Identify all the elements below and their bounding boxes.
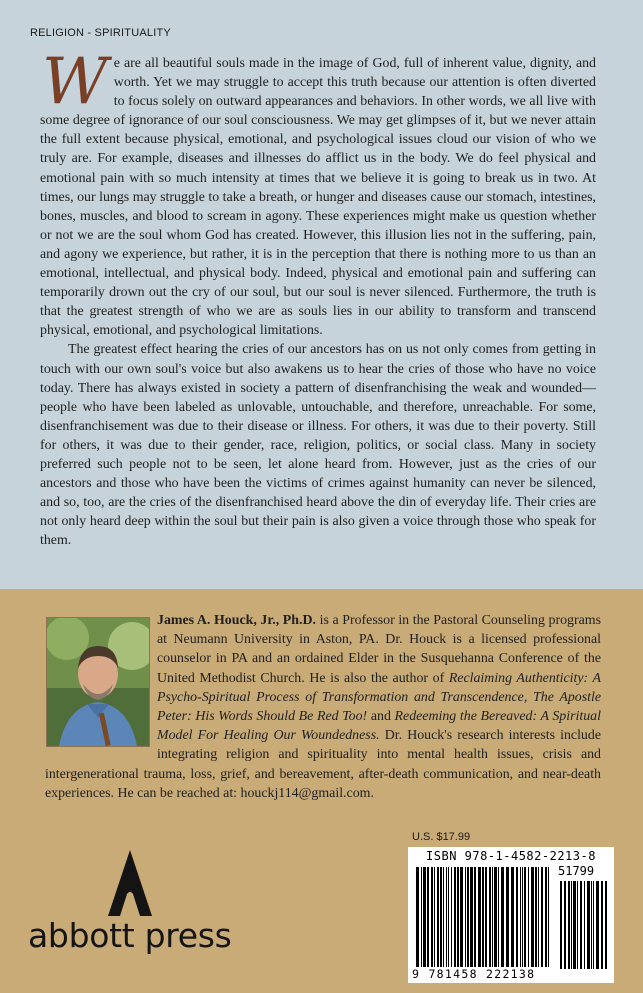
barcode-bar [440, 867, 442, 967]
barcode-bar [443, 867, 444, 967]
barcode-bar [478, 867, 481, 967]
barcode-bar [548, 867, 549, 967]
author-name: James A. Houck, Jr., Ph.D. [157, 613, 316, 628]
barcode-bar [577, 881, 578, 969]
barcode-bar [591, 881, 592, 969]
synopsis-paragraph-1: We are all beautiful souls made in the image of God, full of inherent value, dignity, and worth. Yet we may struggle to accept this truth because our attention is often diverted to focus solely on outward appearances and behaviors. In other words, we all live with some degree of ignorance of our soul consciousness. We may get glimpses of it, but we never attain the full extent because physical, emotional, and psychological issues cloud our vision of who we truly are. For example, diseases and illnesses do afflict us in the body. We do feel physical and emotional pain with so much intensity at times that we believe it is going to break us in two. At times, our lungs may struggle to take a breath, or hunger and diseases cause our stomach, intestines, bones, muscles, and blood to scream in agony. These experiences might make us question whether or not we are the soul whom God has created. However, this illusion lies not in the suffering, pain, and agony we experience, but rather, it is in the perception that there is nothing more to us than an emotional, intellectual, and physical body. Indeed, physical and emotional pain and suffering can temporarily drown out the cry of our soul, but our soul is never silenced. Furthermore, the truth is that the greatest strength of who we are as souls lies in our ability to transform and transcend physical, emotional, and psychological limitations. [40, 45, 596, 339]
barcode-bar [587, 881, 590, 969]
barcode-bar [457, 867, 459, 967]
barcode-bar [511, 867, 514, 967]
barcode-bar [465, 867, 466, 967]
barcode-bar [580, 881, 582, 969]
barcode-bar [545, 867, 547, 967]
publisher-name: abbott press [28, 916, 232, 955]
barcode-bar [531, 867, 534, 967]
barcode-bar [568, 881, 570, 969]
barcode-bar [431, 867, 433, 967]
price-label: U.S. $17.99 [412, 831, 471, 843]
barcode-bar [485, 867, 487, 967]
barcode-bar [467, 867, 469, 967]
barcode-bar [541, 867, 543, 967]
barcode-bar [605, 881, 607, 969]
barcode-bar [571, 881, 572, 969]
barcode-bar [470, 867, 473, 967]
barcode-digits: 9 781458 222138 [412, 967, 536, 981]
category-label: RELIGION - SPIRITUALITY [30, 27, 171, 39]
barcode-bar [573, 881, 576, 969]
barcode-bar [437, 867, 439, 967]
book-title-1: Reclaiming Authenticity: A Psycho-Spiritual Process of Transformation and Transcendence, The Apostle Peter: His Words Should Be Red Too! [157, 670, 602, 725]
barcode-bar [446, 867, 447, 967]
barcode-bar [506, 867, 509, 967]
barcode-bar [501, 867, 504, 967]
barcode-bar [492, 867, 493, 967]
synopsis-paragraph-2: The greatest effect hearing the cries of our ancestors has on us not only comes from getting in touch with our own soul's voice but also awakens us to hear the cries of those who have no voice today. There has always existed in society a pattern of disenfranchising the weak and wounded—people who have been labeled as unlovable, untouchable, and therefore, unreachable. For some, disenfranchisement was due to their disease or illness. For others, it was due to their poverty. Still for others, it was due to their gender, race, religion, politics, or social class. Many in society preferred such people not to be seen, let alone heard from. However, just as the cries of our ancestors and those who have been the victims of crimes against humanity can never be silenced, and so, too, are the cries of the disenfranchised heard above the din of everyday life. Their cries are not only heard deep within the soul but their pain is also given a voice through those who speak for them. [40, 342, 596, 549]
author-bio: James A. Houck, Jr., Ph.D. is a Professor in the Pastoral Counseling programs at Neumann University in Aston, PA. Dr. Houck is a licensed professional counselor in PA and an ordained Elder in the Susquehanna Conference of the United Methodist Church. He is also the author of Reclaiming Authenticity: A Psycho-Spiritual Process of Transformation and Transcendence, The Apostle Peter: His Words Should Be Red Too! and Redeeming the Bereaved: A Spiritual Model For Healing Our Woundedness. Dr. Houck's research interests include integrating religion and spirituality into mental health issues, crisis and intergenerational trauma, loss, grief, and bereavement, after-death communication, and near-death experiences. He can be reached at: houckj114@gmail.com. [45, 613, 602, 801]
barcode-bar [427, 867, 429, 967]
barcode-bar [522, 867, 523, 967]
barcode-bar [524, 867, 526, 967]
barcode-bar [528, 867, 529, 967]
barcode-main [414, 867, 554, 967]
barcode-bar [416, 867, 419, 967]
barcode-bar [538, 867, 539, 967]
barcode-bar [474, 867, 476, 967]
dropcap-letter: W [42, 45, 108, 119]
barcode-bar [454, 867, 456, 967]
barcode-bar [460, 867, 463, 967]
barcode-bar [423, 867, 426, 967]
barcode-bar [448, 867, 449, 967]
barcode-bar [601, 881, 603, 969]
barcode-box [408, 847, 614, 983]
synopsis-text [40, 45, 596, 550]
barcode-bar [434, 867, 435, 967]
barcode-bar [564, 881, 566, 969]
barcode-bar [584, 881, 585, 969]
barcode-bar [520, 867, 521, 967]
barcode-bar [596, 881, 599, 969]
barcode-bar [451, 867, 452, 967]
barcode-bar [560, 881, 562, 969]
price-code: 51799 [558, 864, 595, 878]
barcode-bar [516, 867, 518, 967]
barcode-bar [482, 867, 484, 967]
barcode-bar [498, 867, 499, 967]
barcode-bar [421, 867, 422, 967]
isbn-text: ISBN 978-1-4582-2213-8 [426, 849, 596, 863]
barcode-addon [558, 881, 610, 969]
barcode-bar [489, 867, 491, 967]
book-title-2: Redeeming the Bereaved: A Spiritual Model For Healing Our Woundedness. [157, 709, 601, 744]
barcode-bar [535, 867, 537, 967]
abbott-press-logo-icon [100, 850, 160, 920]
barcode-bar [593, 881, 594, 969]
barcode-bar [494, 867, 497, 967]
